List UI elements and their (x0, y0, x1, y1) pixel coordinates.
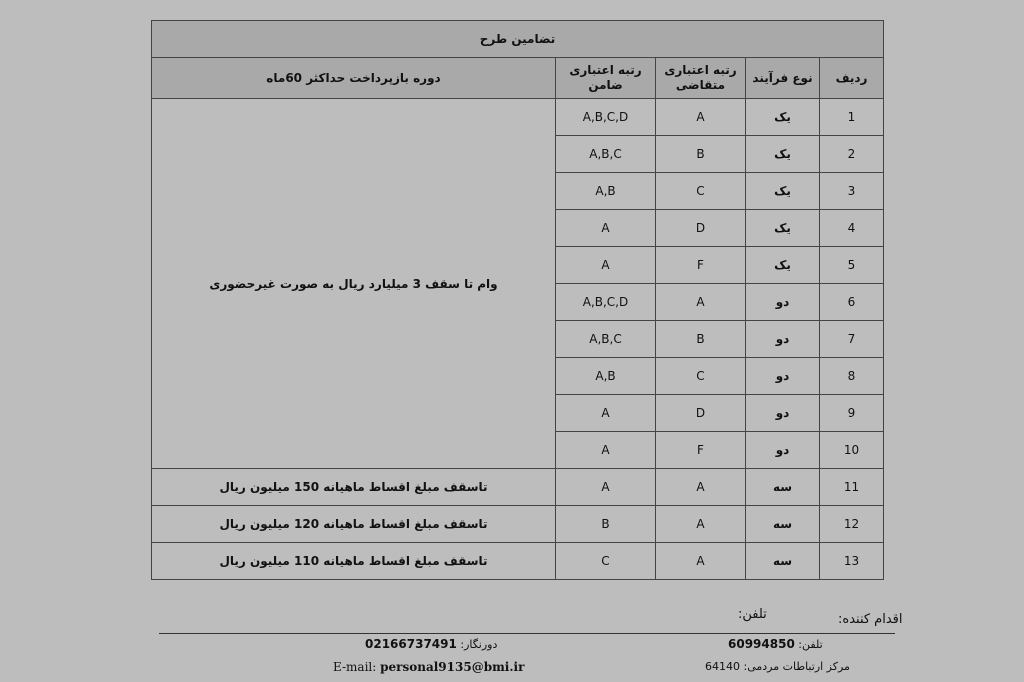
cell-guarantor-rating: A,B,C,D (556, 284, 656, 321)
cell-guarantor-rating: A (556, 432, 656, 469)
table-row (152, 543, 884, 580)
cell-guarantor-rating: A,B (556, 173, 656, 210)
cell-process-type: یک (746, 99, 820, 136)
cell-process-type: دو (746, 284, 820, 321)
table-title: تضامین طرح (152, 21, 884, 58)
header-row-number: ردیف (820, 58, 884, 99)
cell-process-type: سه (746, 469, 820, 506)
cell-applicant-rating: A (656, 543, 746, 580)
cell-description: تاسقف مبلغ اقساط ماهیانه 150 میلیون ریال (152, 469, 556, 506)
cell-row-number: 11 (820, 469, 884, 506)
cell-process-type: سه (746, 506, 820, 543)
header-process-type: نوع فرآیند (746, 58, 820, 99)
cell-row-number: 2 (820, 136, 884, 173)
cell-guarantor-rating: A,B,C,D (556, 99, 656, 136)
cell-guarantor-rating: A,B,C (556, 136, 656, 173)
cell-description: تاسقف مبلغ اقساط ماهیانه 120 میلیون ریال (152, 506, 556, 543)
table-body (152, 99, 884, 580)
cell-row-number: 6 (820, 284, 884, 321)
cell-row-number: 3 (820, 173, 884, 210)
cell-applicant-rating: D (656, 395, 746, 432)
guarantee-table (151, 20, 884, 580)
cell-guarantor-rating: A (556, 247, 656, 284)
cell-row-number: 12 (820, 506, 884, 543)
cell-applicant-rating: A (656, 469, 746, 506)
cell-row-number: 10 (820, 432, 884, 469)
cell-guarantor-rating: A,B (556, 358, 656, 395)
fax-value: 02166737491 (365, 637, 457, 651)
email-label: E-mail: (333, 660, 377, 674)
contact-center-value: 64140 (705, 660, 740, 673)
cell-process-type: یک (746, 136, 820, 173)
cell-row-number: 13 (820, 543, 884, 580)
cell-description: تاسقف مبلغ اقساط ماهیانه 110 میلیون ریال (152, 543, 556, 580)
cell-applicant-rating: B (656, 136, 746, 173)
cell-guarantor-rating: A,B,C (556, 321, 656, 358)
table-row (152, 506, 884, 543)
cell-applicant-rating: C (656, 358, 746, 395)
cell-applicant-rating: A (656, 506, 746, 543)
cell-process-type: دو (746, 358, 820, 395)
footer-divider (159, 633, 895, 634)
cell-process-type: یک (746, 173, 820, 210)
header-applicant-rating: رتبه اعتباری متقاضی (656, 58, 746, 99)
cell-applicant-rating: F (656, 247, 746, 284)
cell-row-number: 7 (820, 321, 884, 358)
header-guarantor-rating: رتبه اعتباری ضامن (556, 58, 656, 99)
cell-guarantor-rating: A (556, 469, 656, 506)
cell-guarantor-rating: B (556, 506, 656, 543)
cell-row-number: 5 (820, 247, 884, 284)
signer-label: اقدام کننده: (838, 612, 903, 627)
phone-line (728, 637, 823, 651)
cell-row-number: 1 (820, 99, 884, 136)
cell-merged-description: وام تا سقف 3 میلیارد ریال به صورت غیرحضوری (152, 99, 556, 469)
signer-phone-label: تلفن: (738, 607, 767, 622)
cell-applicant-rating: C (656, 173, 746, 210)
fax-line (365, 637, 497, 651)
cell-applicant-rating: A (656, 284, 746, 321)
cell-row-number: 8 (820, 358, 884, 395)
cell-applicant-rating: A (656, 99, 746, 136)
fax-label: دورنگار: (460, 638, 498, 651)
table-row (152, 99, 884, 136)
cell-applicant-rating: B (656, 321, 746, 358)
contact-center-line (705, 660, 850, 673)
phone-label: تلفن: (798, 638, 823, 651)
cell-process-type: یک (746, 210, 820, 247)
cell-guarantor-rating: A (556, 210, 656, 247)
cell-process-type: دو (746, 395, 820, 432)
cell-row-number: 9 (820, 395, 884, 432)
header-repayment-period: دوره بازپرداخت حداکثر 60ماه (152, 58, 556, 99)
cell-process-type: سه (746, 543, 820, 580)
cell-row-number: 4 (820, 210, 884, 247)
cell-process-type: یک (746, 247, 820, 284)
cell-process-type: دو (746, 321, 820, 358)
email-value[interactable]: personal9135@bmi.ir (380, 660, 525, 674)
cell-applicant-rating: D (656, 210, 746, 247)
cell-guarantor-rating: C (556, 543, 656, 580)
email-line (333, 660, 524, 674)
contact-center-label: مرکز ارتباطات مردمی: (743, 660, 850, 673)
cell-applicant-rating: F (656, 432, 746, 469)
cell-guarantor-rating: A (556, 395, 656, 432)
phone-value: 60994850 (728, 637, 795, 651)
cell-process-type: دو (746, 432, 820, 469)
table-row (152, 469, 884, 506)
